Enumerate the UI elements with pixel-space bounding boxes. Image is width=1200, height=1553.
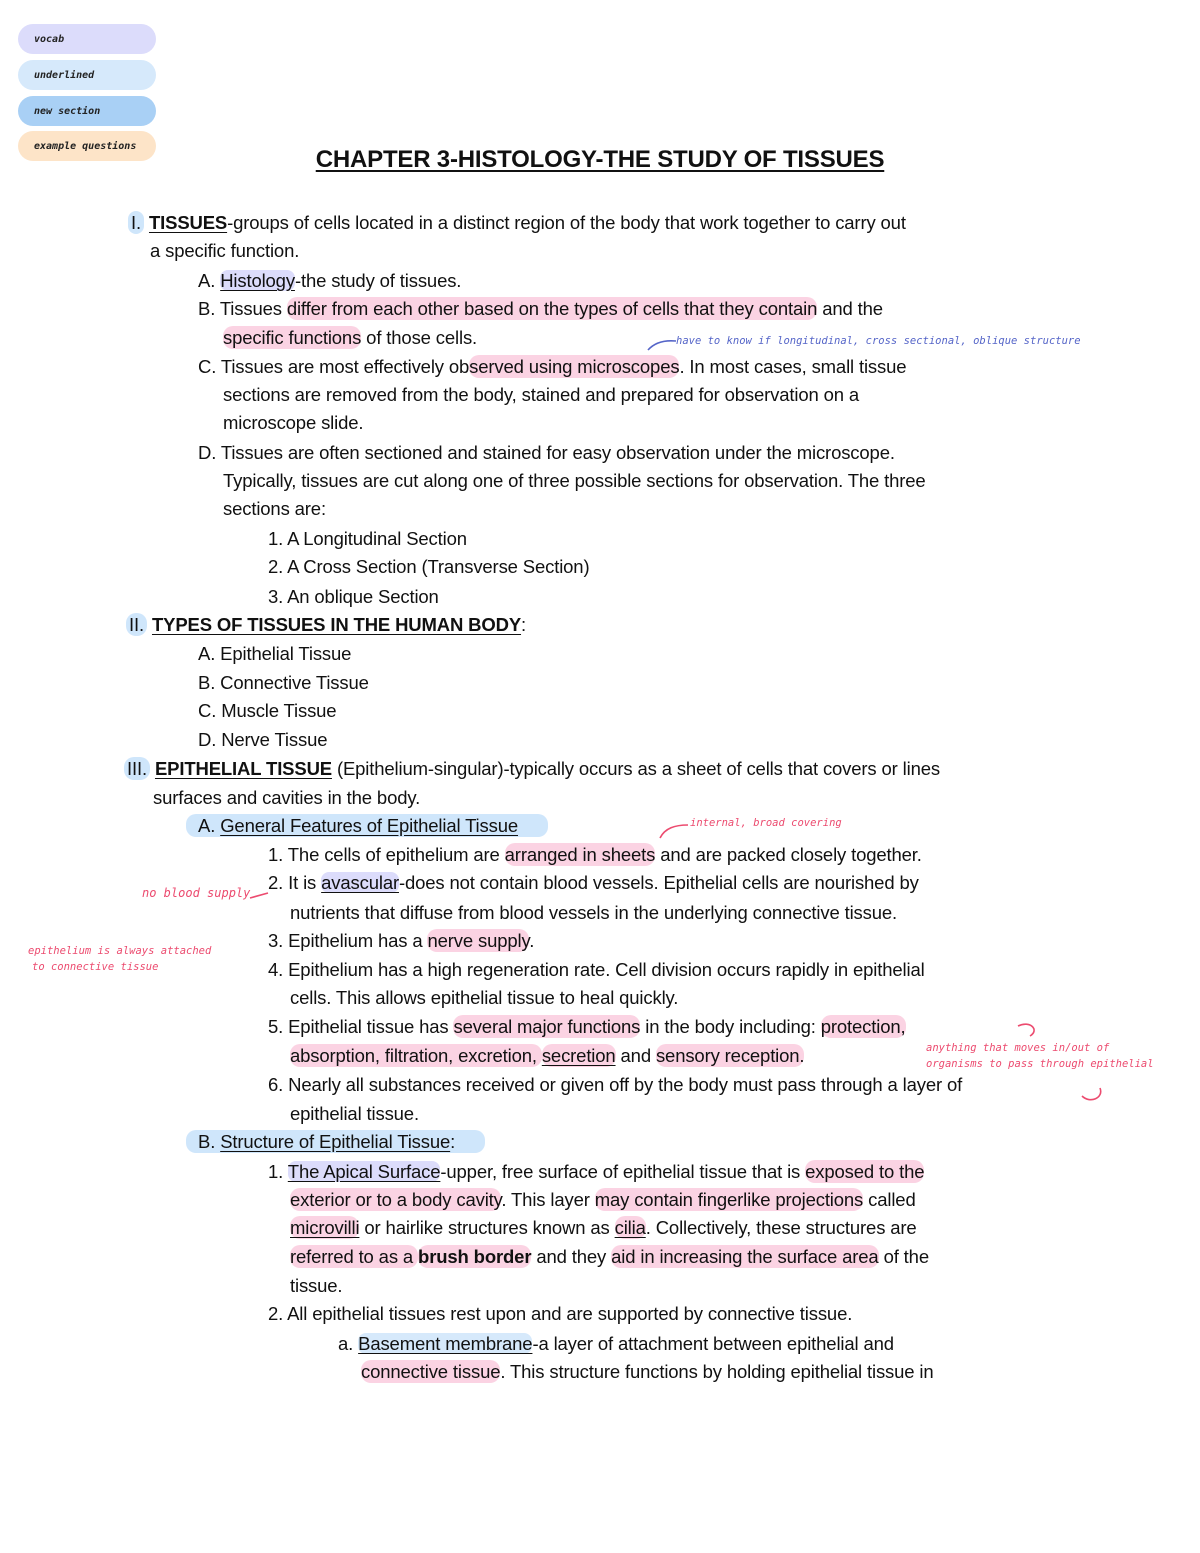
s1-b-rest: and the [817, 298, 883, 319]
note-anything-line1: anything that moves in/out of [926, 1042, 1110, 1054]
s3-a3-prefix: 3. Epithelium has a [268, 930, 428, 951]
s3-a3-highlight: nerve supply [427, 930, 530, 951]
pink-curl-protection [1018, 1024, 1034, 1036]
s3-b1-l4-brush-border: brush border [418, 1246, 532, 1267]
s1-b-highlight: differ from each other based on the types of cells that they contain [286, 298, 818, 319]
s1-a-rest: -the study of tissues. [294, 270, 462, 291]
s3-a-item-6: 6. Nearly all substances received or given off by the body must pass through a layer of [268, 1074, 963, 1095]
s1-item-c-line3: microscope slide. [223, 412, 364, 433]
s3-b-colon: : [450, 1131, 456, 1152]
s3-a5-l2-secretion: secretion [541, 1045, 616, 1066]
s1-a-prefix: A. [198, 270, 216, 291]
note-attached-line2: to connective tissue [32, 961, 159, 973]
s3-a-prefix: A. [198, 815, 216, 836]
s3-b1-l2-rest: called [863, 1189, 916, 1210]
s3-b1-prefix: 1. [268, 1161, 288, 1182]
s1-c-highlight: served using microscopes [469, 356, 680, 377]
s3-b-prefix: B. [198, 1131, 216, 1152]
s3-b1-l2-highlight2: may contain fingerlike projections [594, 1189, 864, 1210]
section-1-def: -groups of cells located in a distinct region of the body that work together to carry out [227, 212, 906, 233]
legend-new-section: new section [18, 96, 156, 126]
s3-b1-l4-highlight: referred to as a [290, 1246, 419, 1267]
section-3-rest-line2: surfaces and cavities in the body. [153, 787, 421, 808]
s3-ba-prefix: a. [338, 1333, 359, 1354]
s3-b-term: Structure of Epithelial Tissue [220, 1131, 451, 1152]
note-no-blood-supply: no blood supply [142, 886, 251, 900]
s3-a5-mid: in the body including: [640, 1016, 821, 1037]
s3-b-item-2: 2. All epithelial tissues rest upon and are supported by connective tissue. [268, 1303, 853, 1324]
s1-c-prefix: C. Tissues are most effectively ob [198, 356, 470, 377]
note-anything-line2: organisms to pass through epithelial [926, 1058, 1154, 1070]
s2-item-b: B. Connective Tissue [198, 672, 369, 693]
legend-underlined: underlined [18, 60, 156, 90]
s1-item-d-line2: Typically, tissues are cut along one of three possible sections for observation. The three [223, 470, 926, 491]
section-1-def-line2: a specific function. [150, 240, 300, 261]
s3-ba-l2-highlight: connective tissue [361, 1361, 501, 1382]
s3-ba-l2-rest: . This structure functions by holding epithelial tissue in [500, 1361, 934, 1382]
section-1-number: I. [128, 211, 144, 234]
s2-item-d: D. Nerve Tissue [198, 729, 328, 750]
s1-d-subitem-1: 1. A Longitudinal Section [268, 528, 467, 549]
s1-b2-rest: of those cells. [361, 327, 478, 348]
s3-a-item-6-line2: epithelial tissue. [290, 1103, 419, 1124]
s3-a5-prefix: 5. Epithelial tissue has [268, 1016, 454, 1037]
legend-vocab: vocab [18, 24, 156, 54]
s3-a-item-4: 4. Epithelium has a high regeneration rate. Cell division occurs rapidly in epithelial [268, 959, 925, 980]
s3-b1-l2-highlight: exterior or to a body cavity [290, 1189, 502, 1210]
s3-a1-prefix: 1. The cells of epithelium are [268, 844, 505, 865]
note-attached-line1: epithelium is always attached [28, 945, 212, 957]
s3-a5-highlight2: protection, [820, 1016, 906, 1037]
section-2-number: II. [126, 613, 147, 636]
s3-a5-l2-mid: and [615, 1045, 656, 1066]
s1-a-term: Histology [220, 270, 295, 291]
s3-a2-prefix: 2. It is [268, 872, 322, 893]
s3-b1-l3-microvilli: microvilli [290, 1217, 360, 1238]
s3-b1-l4-rest: of the [878, 1246, 929, 1267]
section-1-term: TISSUES [148, 212, 228, 233]
s3-b-item-1-line5: tissue. [290, 1275, 343, 1296]
s3-b1-l4-mid: and they [531, 1246, 612, 1267]
s3-b1-rest: -upper, free surface of epithelial tissue that is [440, 1161, 806, 1182]
section-3-term: EPITHELIAL TISSUE [154, 758, 332, 779]
s3-a5-highlight: several major functions [453, 1016, 641, 1037]
s3-b1-term: The Apical Surface [287, 1161, 441, 1182]
s1-d-subitem-2: 2. A Cross Section (Transverse Section) [268, 556, 590, 577]
note-know-sections: have to know if longitudinal, cross sectional, oblique structure [676, 335, 1081, 347]
blue-arrow-stroke [648, 341, 676, 350]
s3-a3-rest: . [529, 930, 535, 951]
s1-b-prefix: B. Tissues [198, 298, 287, 319]
section-3-number: III. [124, 757, 150, 780]
s1-b2-highlight: specific functions [223, 327, 362, 348]
s3-b1-l3-cilia: cilia [614, 1217, 646, 1238]
s2-item-a: A. Epithelial Tissue [198, 643, 352, 664]
s3-a1-rest: and are packed closely together. [655, 844, 922, 865]
s3-b1-l3-rest: . Collectively, these structures are [645, 1217, 917, 1238]
pink-curl-layer [1082, 1088, 1101, 1100]
section-2-term: TYPES OF TISSUES IN THE HUMAN BODY [151, 614, 522, 635]
s3-b1-l3-mid: or hairlike structures known as [359, 1217, 615, 1238]
legend-example-questions: example questions [18, 131, 156, 161]
pink-arrow-internal [660, 825, 688, 838]
s3-b1-l4-highlight2: aid in increasing the surface area [611, 1246, 879, 1267]
section-2-colon: : [521, 614, 527, 635]
note-internal-covering: internal, broad covering [690, 817, 842, 829]
s3-a5-l2-highlight3: sensory reception. [655, 1045, 805, 1066]
page-title: CHAPTER 3-HISTOLOGY-THE STUDY OF TISSUES [315, 146, 885, 173]
s1-item-d: D. Tissues are often sectioned and stained for easy observation under the microscope. [198, 442, 895, 463]
s3-b1-l2-mid: . This layer [501, 1189, 595, 1210]
s1-c-rest: . In most cases, small tissue [679, 356, 907, 377]
s3-a2-term: avascular [321, 872, 399, 893]
s1-item-c-line2: sections are removed from the body, stained and prepared for observation on a [223, 384, 859, 405]
s2-item-c: C. Muscle Tissue [198, 700, 337, 721]
s3-a-item-2-line2: nutrients that diffuse from blood vessels in the underlying connective tissue. [290, 902, 898, 923]
s3-a5-l2-highlight: absorption, filtration, excretion, [290, 1045, 542, 1066]
s1-d-subitem-3: 3. An oblique Section [268, 586, 439, 607]
s1-item-d-line3: sections are: [223, 498, 326, 519]
s3-b1-highlight: exposed to the [805, 1161, 925, 1182]
s3-ba-rest: -a layer of attachment between epithelial and [532, 1333, 894, 1354]
s3-ba-term: Basement membrane [358, 1333, 533, 1354]
s3-a1-highlight: arranged in sheets [504, 844, 656, 865]
pink-arrow-no-blood [250, 893, 268, 898]
s3-a-term: General Features of Epithelial Tissue [220, 815, 518, 836]
section-3-rest: (Epithelium-singular)-typically occurs as a sheet of cells that covers or lines [331, 758, 940, 779]
s3-a2-rest: -does not contain blood vessels. Epithelial cells are nourished by [398, 872, 919, 893]
s3-a-item-4-line2: cells. This allows epithelial tissue to heal quickly. [290, 987, 679, 1008]
